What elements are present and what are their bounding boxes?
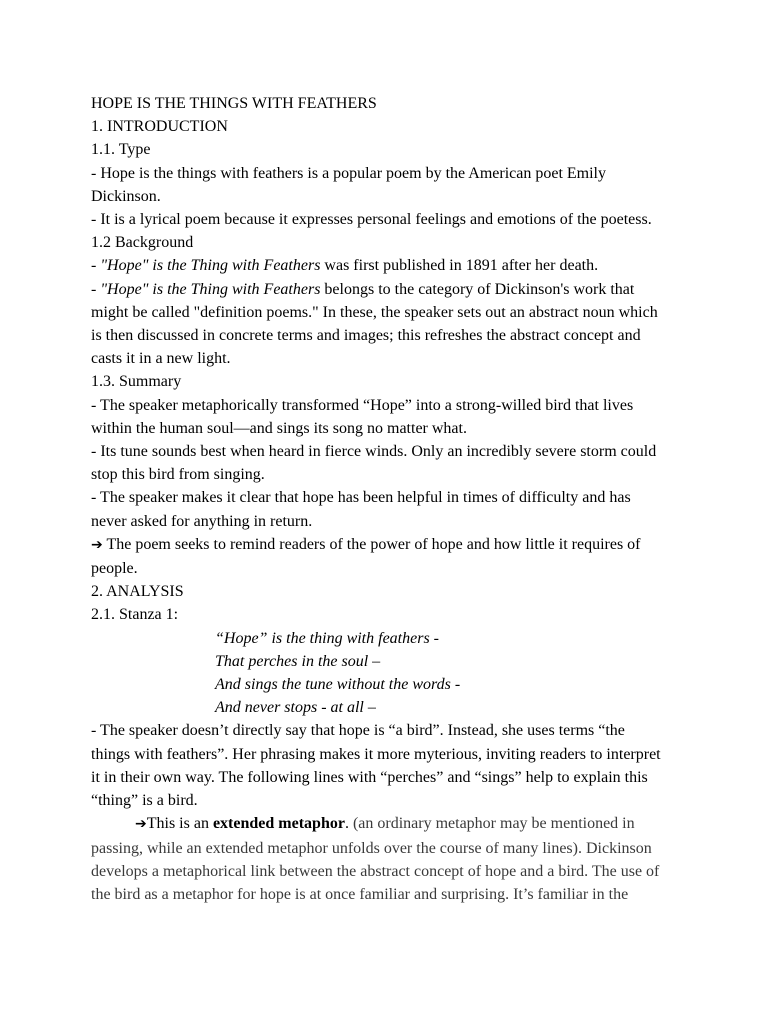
subsection-heading-summary: 1.3. Summary — [91, 373, 182, 391]
document-title: HOPE IS THE THINGS WITH FEATHERS — [91, 95, 377, 112]
poem-title-italic: "Hope" is the Thing with Feathers — [100, 257, 321, 275]
analysis-paragraph-line-1: - The speaker doesn’t directly say that hope is “a bird”. Instead, she uses terms “the — [91, 722, 625, 740]
analysis-paragraph-line-4: “thing” is a bird. — [91, 792, 198, 810]
background-paragraph-1: - "Hope" is the Thing with Feathers was first published in 1891 after her death. — [91, 257, 599, 275]
document-page — [91, 92, 681, 906]
section-heading-analysis: 2. ANALYSIS — [91, 583, 184, 601]
verse-line-4: And never stops - at all – — [215, 699, 376, 717]
summary-paragraph-2-line-1: - Its tune sounds best when heard in fierce winds. Only an incredibly severe storm could — [91, 443, 657, 461]
type-paragraph-2: - It is a lyrical poem because it expresses personal feelings and emotions of the poetess. — [91, 211, 652, 229]
analysis-paragraph-line-2: things with feathers”. Her phrasing makes it more myterious, inviting readers to interpret — [91, 745, 661, 763]
poem-title-italic: "Hope" is the Thing with Feathers — [100, 280, 321, 298]
background-paragraph-2-line-3: is then discussed in concrete terms and images; this refreshes the abstract concept and — [91, 327, 641, 345]
summary-paragraph-3-line-2: never asked for anything in return. — [91, 512, 313, 530]
extended-metaphor-line-4: the bird as a metaphor for hope is at once familiar and surprising. It’s familiar in the — [91, 885, 629, 903]
extended-metaphor-line-2: passing, while an extended metaphor unfolds over the course of many lines). Dickinson — [91, 839, 652, 857]
verse-line-1: “Hope” is the thing with feathers - — [215, 629, 439, 647]
subsection-heading-type: 1.1. Type — [91, 141, 151, 159]
summary-paragraph-1-line-1: - The speaker metaphorically transformed “Hope” into a strong-willed bird that lives — [91, 396, 634, 414]
verse-line-3: And sings the tune without the words - — [215, 676, 461, 694]
type-paragraph-1-line-1: - Hope is the things with feathers is a popular poem by the American poet Emily — [91, 164, 606, 182]
summary-paragraph-1-line-2: within the human soul—and sings its song no matter what. — [91, 419, 467, 437]
summary-conclusion-line-2: people. — [91, 560, 138, 578]
summary-paragraph-3-line-1: - The speaker makes it clear that hope has been helpful in times of difficulty and has — [91, 489, 631, 507]
section-heading-introduction: 1. INTRODUCTION — [91, 118, 228, 136]
background-paragraph-2-line-1: - "Hope" is the Thing with Feathers belongs to the category of Dickinson's work that — [91, 280, 635, 298]
extended-metaphor-line-3: develops a metaphorical link between the abstract concept of hope and a bird. The use of — [91, 862, 660, 880]
background-paragraph-2-line-2: might be called "definition poems." In these, the speaker sets out an abstract noun which — [91, 303, 658, 321]
extended-metaphor-line-1: ➔This is an extended metaphor. (an ordinary metaphor may be mentioned in — [135, 815, 635, 833]
subsection-heading-stanza-1: 2.1. Stanza 1: — [91, 606, 179, 624]
background-paragraph-2-line-4: casts it in a new light. — [91, 350, 231, 368]
verse-line-2: That perches in the soul – — [215, 652, 381, 670]
analysis-paragraph-line-3: it in their own way. The following lines with “perches” and “sings” help to explain this — [91, 768, 648, 786]
subsection-heading-background: 1.2 Background — [91, 234, 194, 252]
summary-paragraph-2-line-2: stop this bird from singing. — [91, 466, 265, 484]
extended-metaphor-term: extended metaphor — [212, 815, 345, 833]
type-paragraph-1-line-2: Dickinson. — [91, 187, 161, 205]
arrow-right-icon: ➔ — [91, 536, 103, 553]
summary-conclusion-line-1: ➔ The poem seeks to remind readers of the power of hope and how little it requires of — [91, 535, 641, 553]
arrow-right-icon: ➔ — [135, 816, 147, 833]
